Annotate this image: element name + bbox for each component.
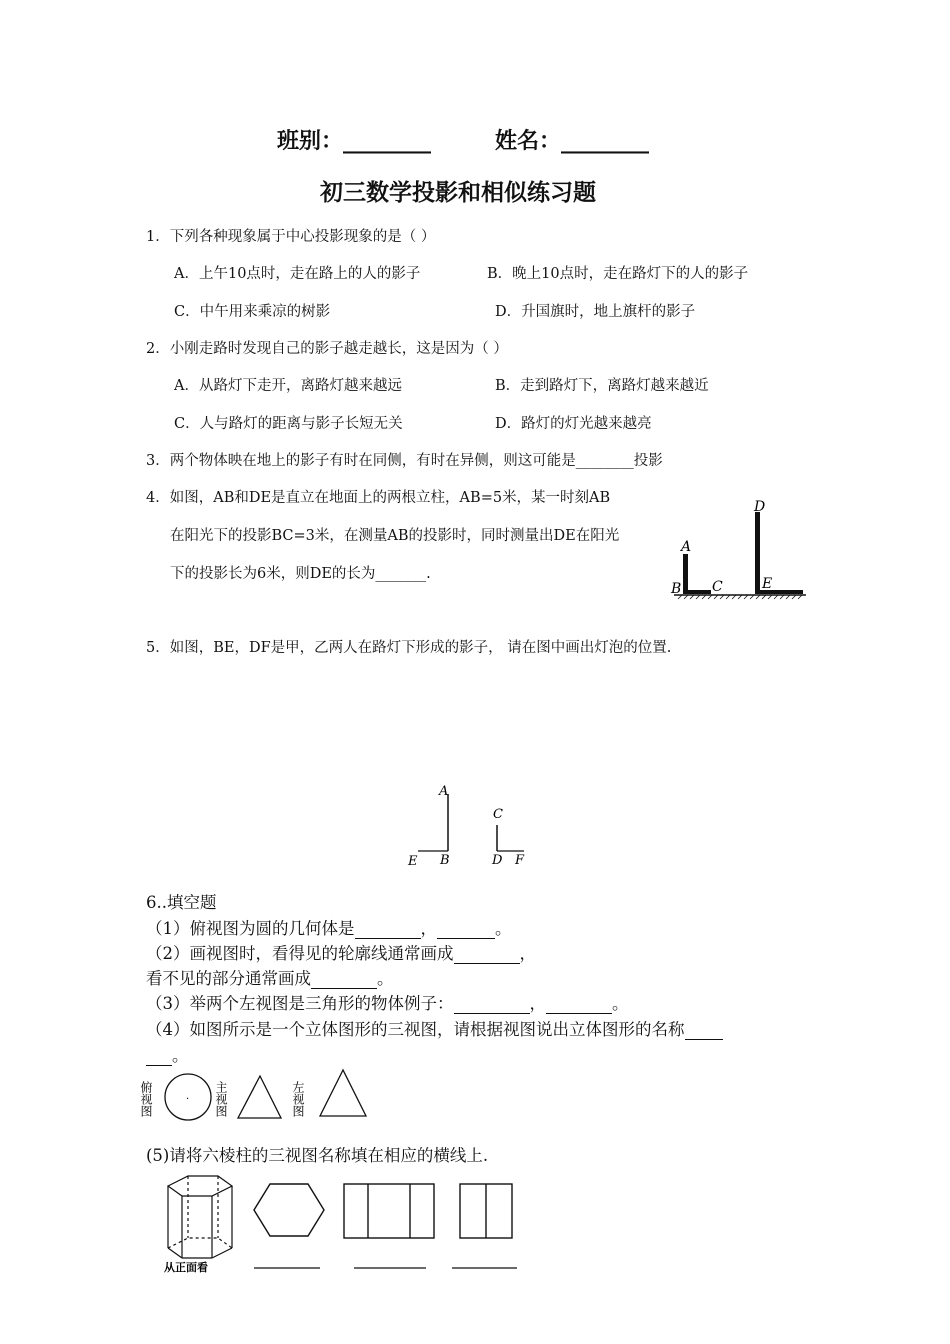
q2-option-c: C．人与路灯的距离与影子长短无关	[174, 416, 403, 432]
hex-prism-3d	[168, 1176, 232, 1258]
q6-p3-sep: ，	[529, 994, 546, 1013]
label-c: C	[493, 807, 503, 822]
q4-figure	[668, 494, 813, 606]
q5-figure	[402, 780, 542, 875]
q6-part-1	[146, 915, 512, 939]
q6-p4-blank-a[interactable]	[685, 1021, 723, 1040]
shadow-bc	[683, 590, 711, 594]
label-b: B	[440, 853, 450, 868]
q6-part-2b	[146, 965, 394, 989]
q2-stem: 2．小刚走路时发现自己的影子越走越长，这是因为（ ）	[146, 341, 508, 357]
q6-part-4b	[146, 1042, 189, 1066]
hex-prism-figure	[160, 1174, 530, 1274]
q4-line-2: 在阳光下的投影BC=3米，在测量AB的投影时，同时测量出DE在阳光	[170, 528, 620, 544]
q3-stem: 3．两个物体映在地上的影子有时在同侧，有时在异侧，则这可能是________投影	[146, 453, 663, 469]
q1-option-d: D．升国旗时，地上旗杆的影子	[495, 304, 696, 320]
label-b: B	[671, 581, 682, 597]
q6-p2-text: （2）画视图时，看得见的轮廓线通常画成	[146, 944, 454, 963]
q6-p4-end: 。	[172, 1046, 189, 1065]
q6-p2b-end: 。	[377, 969, 394, 988]
top-view-label: 俯视图	[139, 1081, 153, 1117]
q6-title: 6..填空题	[146, 893, 217, 912]
q1-stem: 1．下列各种现象属于中心投影现象的是（ ）	[146, 229, 436, 245]
front-view-label: 主视图	[214, 1081, 228, 1117]
q6-p4-text: （4）如图所示是一个立体图形的三视图，请根据视图说出立体图形的名称	[146, 1020, 685, 1039]
front-view-rect	[344, 1184, 434, 1238]
q2-option-d: D．路灯的灯光越来越亮	[495, 416, 652, 432]
q6-p2-end: ，	[519, 944, 536, 963]
label-d: D	[492, 853, 503, 868]
q6-p2-blank-2[interactable]	[311, 970, 377, 989]
name-label	[495, 124, 649, 155]
label-a: A	[681, 539, 692, 555]
label-e: E	[762, 576, 773, 592]
page-title: 初三数学投影和相似练习题	[320, 180, 596, 206]
q6-p1-blank-1[interactable]	[355, 920, 421, 939]
q6-part-4	[146, 1016, 723, 1040]
q6-p3-blank-1[interactable]	[454, 995, 530, 1014]
q6-part-5: (5)请将六棱柱的三视图名称填在相应的横线上.	[146, 1146, 489, 1165]
q6-p2b-text: 看不见的部分通常画成	[146, 969, 311, 988]
label-d: D	[754, 499, 766, 515]
q1-option-c: C．中午用来乘凉的树影	[174, 304, 331, 320]
label-e: E	[408, 854, 418, 869]
class-label-text: 班别：________	[277, 129, 432, 154]
q6-p3-end: 。	[612, 994, 629, 1013]
q6-p1-end: 。	[495, 919, 512, 938]
post-ab	[683, 554, 688, 594]
q4-line-3: 下的投影长为6米，则DE的长为_______.	[170, 566, 431, 582]
q6-p1-blank-2[interactable]	[437, 920, 495, 939]
q6-part-3	[146, 990, 629, 1014]
q6-p1-text: （1）俯视图为圆的几何体是	[146, 919, 355, 938]
q6-p3-blank-2[interactable]	[546, 995, 612, 1014]
left-view-label: 左视图	[291, 1081, 305, 1117]
q5-stem: 5．如图，BE，DF是甲，乙两人在路灯下形成的影子， 请在图中画出灯泡的位置.	[146, 640, 672, 656]
from-front-label: 从正面看	[164, 1261, 208, 1274]
center-dot: ·	[186, 1094, 190, 1105]
q1-option-b: B．晚上10点时，走在路灯下的人的影子	[487, 266, 749, 282]
front-view-triangle	[238, 1076, 281, 1118]
name-label-text: 姓名：________	[495, 129, 650, 154]
side-view-rect	[460, 1184, 512, 1238]
q6-p4-blank-b[interactable]	[146, 1047, 172, 1066]
q2-option-a: A．从路灯下走开，离路灯越来越远	[174, 378, 402, 394]
hexagon-top-view	[254, 1184, 324, 1236]
post-de	[755, 512, 760, 594]
q6-p1-sep: ，	[420, 919, 437, 938]
left-view-triangle	[320, 1070, 366, 1116]
label-a: A	[439, 784, 449, 799]
q2-option-b: B．走到路灯下，离路灯越来越近	[495, 378, 709, 394]
q6-p3-text: （3）举两个左视图是三角形的物体例子：	[146, 994, 454, 1013]
q1-option-a: A．上午10点时，走在路上的人的影子	[174, 266, 421, 282]
label-c: C	[712, 579, 723, 595]
q6-part-2	[146, 940, 536, 964]
label-f: F	[515, 853, 525, 868]
q4-line-1: 4．如图，AB和DE是直立在地面上的两根立柱，AB=5米，某一时刻AB	[146, 490, 611, 506]
class-label	[277, 124, 431, 155]
q6-p2-blank-1[interactable]	[454, 945, 520, 964]
three-views-figure	[139, 1066, 371, 1124]
